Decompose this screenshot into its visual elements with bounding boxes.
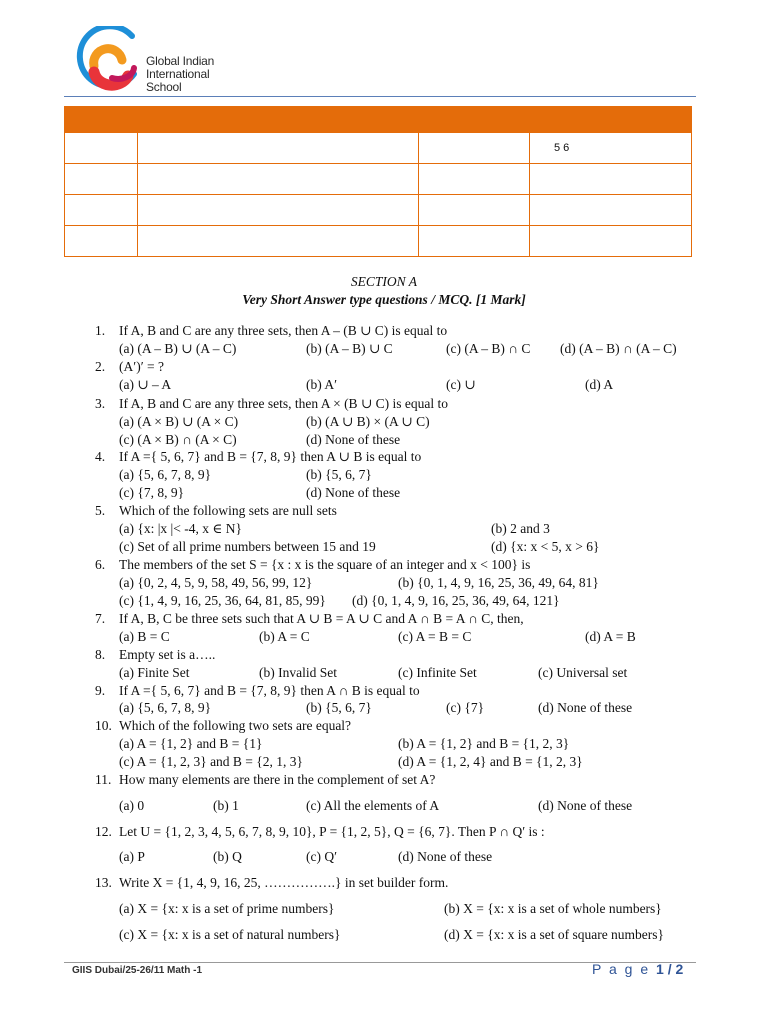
option: (b) 2 and 3 <box>491 521 550 536</box>
option: (c) X = {x: x is a set of natural numbers} <box>119 927 341 942</box>
info-cell <box>65 195 138 226</box>
option: (a) ∪ – A <box>119 377 172 392</box>
question-stem: Let U = {1, 2, 3, 4, 5, 6, 7, 8, 9, 10}, P = {1, 2, 5}, Q = {6, 7}. Then P ∩ Q′ is : <box>119 824 545 839</box>
option: (a) {5, 6, 7, 8, 9} <box>119 700 212 715</box>
page-number: 1 / 2 <box>656 961 684 977</box>
info-table-header <box>65 107 692 133</box>
question-stem: How many elements are there in the complement of set A? <box>119 772 436 787</box>
question-stem: Empty set is a….. <box>119 647 216 662</box>
info-header-cell <box>419 107 530 133</box>
option: (a) A = {1, 2} and B = {1} <box>119 736 263 751</box>
school-name-line1: Global Indian <box>146 54 215 68</box>
info-cell <box>530 195 692 226</box>
option: (c) (A – B) ∩ C <box>446 341 531 356</box>
option: (d) None of these <box>306 485 401 500</box>
option: (b) 1 <box>213 798 239 813</box>
question-stem: Which of the following two sets are equal? <box>119 718 352 733</box>
question-number: 1. <box>95 323 106 338</box>
option: (a) Finite Set <box>119 665 190 680</box>
school-logo <box>72 26 232 96</box>
option: (a) {5, 6, 7, 8, 9} <box>119 467 212 482</box>
question-number: 9. <box>95 683 106 698</box>
option: (c) {7, 8, 9} <box>119 485 185 500</box>
option: (d) A = {1, 2, 4} and B = {1, 2, 3} <box>398 754 583 769</box>
option: (a) (A – B) ∪ (A – C) <box>119 341 237 356</box>
info-cell <box>138 164 419 195</box>
question-number: 5. <box>95 503 106 518</box>
option: (c) ∪ <box>446 377 476 392</box>
option: (b) X = {x: x is a set of whole numbers} <box>444 901 662 916</box>
option: (a) X = {x: x is a set of prime numbers} <box>119 901 335 916</box>
question-stem: If A, B, C be three sets such that A ∪ B = A ∪ C and A ∩ B = A ∩ C, then, <box>119 611 524 626</box>
info-cell <box>138 195 419 226</box>
option: (b) {5, 6, 7} <box>306 700 372 715</box>
question-stem: The members of the set S = {x : x is the square of an integer and x < 100} is <box>119 557 531 572</box>
option: (d) None of these <box>538 798 633 813</box>
question-stem: If A, B and C are any three sets, then A – (B ∪ C) is equal to <box>119 323 448 338</box>
option: (a) B = C <box>119 629 170 644</box>
question-number: 12. <box>95 824 112 839</box>
info-cell <box>138 226 419 257</box>
question-stem: Write X = {1, 4, 9, 16, 25, …………….} in set builder form. <box>119 875 449 890</box>
question-number: 8. <box>95 647 106 662</box>
option: (c) A = {1, 2, 3} and B = {2, 1, 3} <box>119 754 304 769</box>
school-name <box>146 55 214 94</box>
info-cell <box>419 226 530 257</box>
question-number: 10. <box>95 718 112 733</box>
option: (d) {0, 1, 4, 9, 16, 25, 36, 49, 64, 121} <box>352 593 560 608</box>
question-stem: Which of the following sets are null sets <box>119 503 337 518</box>
info-table-row <box>65 164 692 195</box>
page-label: P a g e <box>592 961 651 977</box>
option: (c) {7} <box>446 700 485 715</box>
info-cell <box>530 164 692 195</box>
option: (b) Invalid Set <box>259 665 337 680</box>
info-table-row <box>65 195 692 226</box>
option: (a) 0 <box>119 798 145 813</box>
question-number: 7. <box>95 611 106 626</box>
question-number: 11. <box>95 772 112 787</box>
option: (b) Q <box>213 849 242 864</box>
option: (d) A = B <box>585 629 636 644</box>
info-cell <box>138 133 419 164</box>
question-stem: (A′)′ = ? <box>119 359 165 374</box>
option: (c) Q′ <box>306 849 338 864</box>
option: (c) All the elements of A <box>306 798 440 813</box>
option: (d) (A – B) ∩ (A – C) <box>560 341 677 356</box>
option: (c) {1, 4, 9, 16, 25, 36, 64, 81, 85, 99} <box>119 593 326 608</box>
option: (c) Set of all prime numbers between 15 and 19 <box>119 539 376 554</box>
info-header-cell <box>65 107 138 133</box>
info-cell <box>65 133 138 164</box>
info-table-row <box>65 133 692 164</box>
question-number: 2. <box>95 359 106 374</box>
option: (b) (A – B) ∪ C <box>306 341 393 356</box>
question-stem: If A ={ 5, 6, 7} and B = {7, 8, 9} then A ∪ B is equal to <box>119 449 422 464</box>
info-cell <box>419 164 530 195</box>
section-title: SECTION A <box>350 274 418 289</box>
info-header-cell <box>530 107 692 133</box>
section-subtitle: Very Short Answer type questions / MCQ. [1 Mark] <box>242 292 526 307</box>
option: (d) None of these <box>538 700 633 715</box>
option: (b) A = C <box>259 629 310 644</box>
option: (a) (A × B) ∪ (A × C) <box>119 414 239 429</box>
info-cell: 5 6 <box>530 133 692 164</box>
info-cell <box>419 133 530 164</box>
info-cell <box>65 164 138 195</box>
option: (b) {5, 6, 7} <box>306 467 372 482</box>
exam-info-table <box>64 106 692 257</box>
page-indicator <box>592 961 683 977</box>
question-stem: If A ={ 5, 6, 7} and B = {7, 8, 9} then A ∩ B is equal to <box>119 683 420 698</box>
option: (b) {0, 1, 4, 9, 16, 25, 36, 49, 64, 81} <box>398 575 599 590</box>
header-divider <box>64 96 696 97</box>
question-number: 4. <box>95 449 106 464</box>
option: (c) A = B = C <box>398 629 472 644</box>
info-cell <box>419 195 530 226</box>
info-header-cell <box>138 107 419 133</box>
giis-logo-icon <box>72 26 144 96</box>
option: (a) {0, 2, 4, 5, 9, 58, 49, 56, 99, 12} <box>119 575 313 590</box>
question-number: 3. <box>95 396 106 411</box>
school-name-line2: International <box>146 67 210 81</box>
info-cell <box>65 226 138 257</box>
info-table-row <box>65 226 692 257</box>
option: (d) None of these <box>398 849 493 864</box>
school-name-line3: School <box>146 80 182 94</box>
option: (d) X = {x: x is a set of square numbers} <box>444 927 665 942</box>
option: (a) P <box>119 849 145 864</box>
option: (b) A′ <box>306 377 338 392</box>
option: (a) {x: |x |< -4, x ∈ N} <box>119 521 242 536</box>
footer-document-code: GIIS Dubai/25-26/11 Math -1 <box>72 965 203 976</box>
option: (b) (A ∪ B) × (A ∪ C) <box>306 414 430 429</box>
option: (d) None of these <box>306 432 401 447</box>
question-number: 6. <box>95 557 106 572</box>
option: (c) (A × B) ∩ (A × C) <box>119 432 237 447</box>
info-cell <box>530 226 692 257</box>
question-number: 13. <box>95 875 112 890</box>
option: (d) {x: x < 5, x > 6} <box>491 539 600 554</box>
option: (d) A <box>585 377 614 392</box>
option: (c) Infinite Set <box>398 665 477 680</box>
question-stem: If A, B and C are any three sets, then A × (B ∪ C) is equal to <box>119 396 448 411</box>
option: (c) Universal set <box>538 665 628 680</box>
option: (b) A = {1, 2} and B = {1, 2, 3} <box>398 736 570 751</box>
